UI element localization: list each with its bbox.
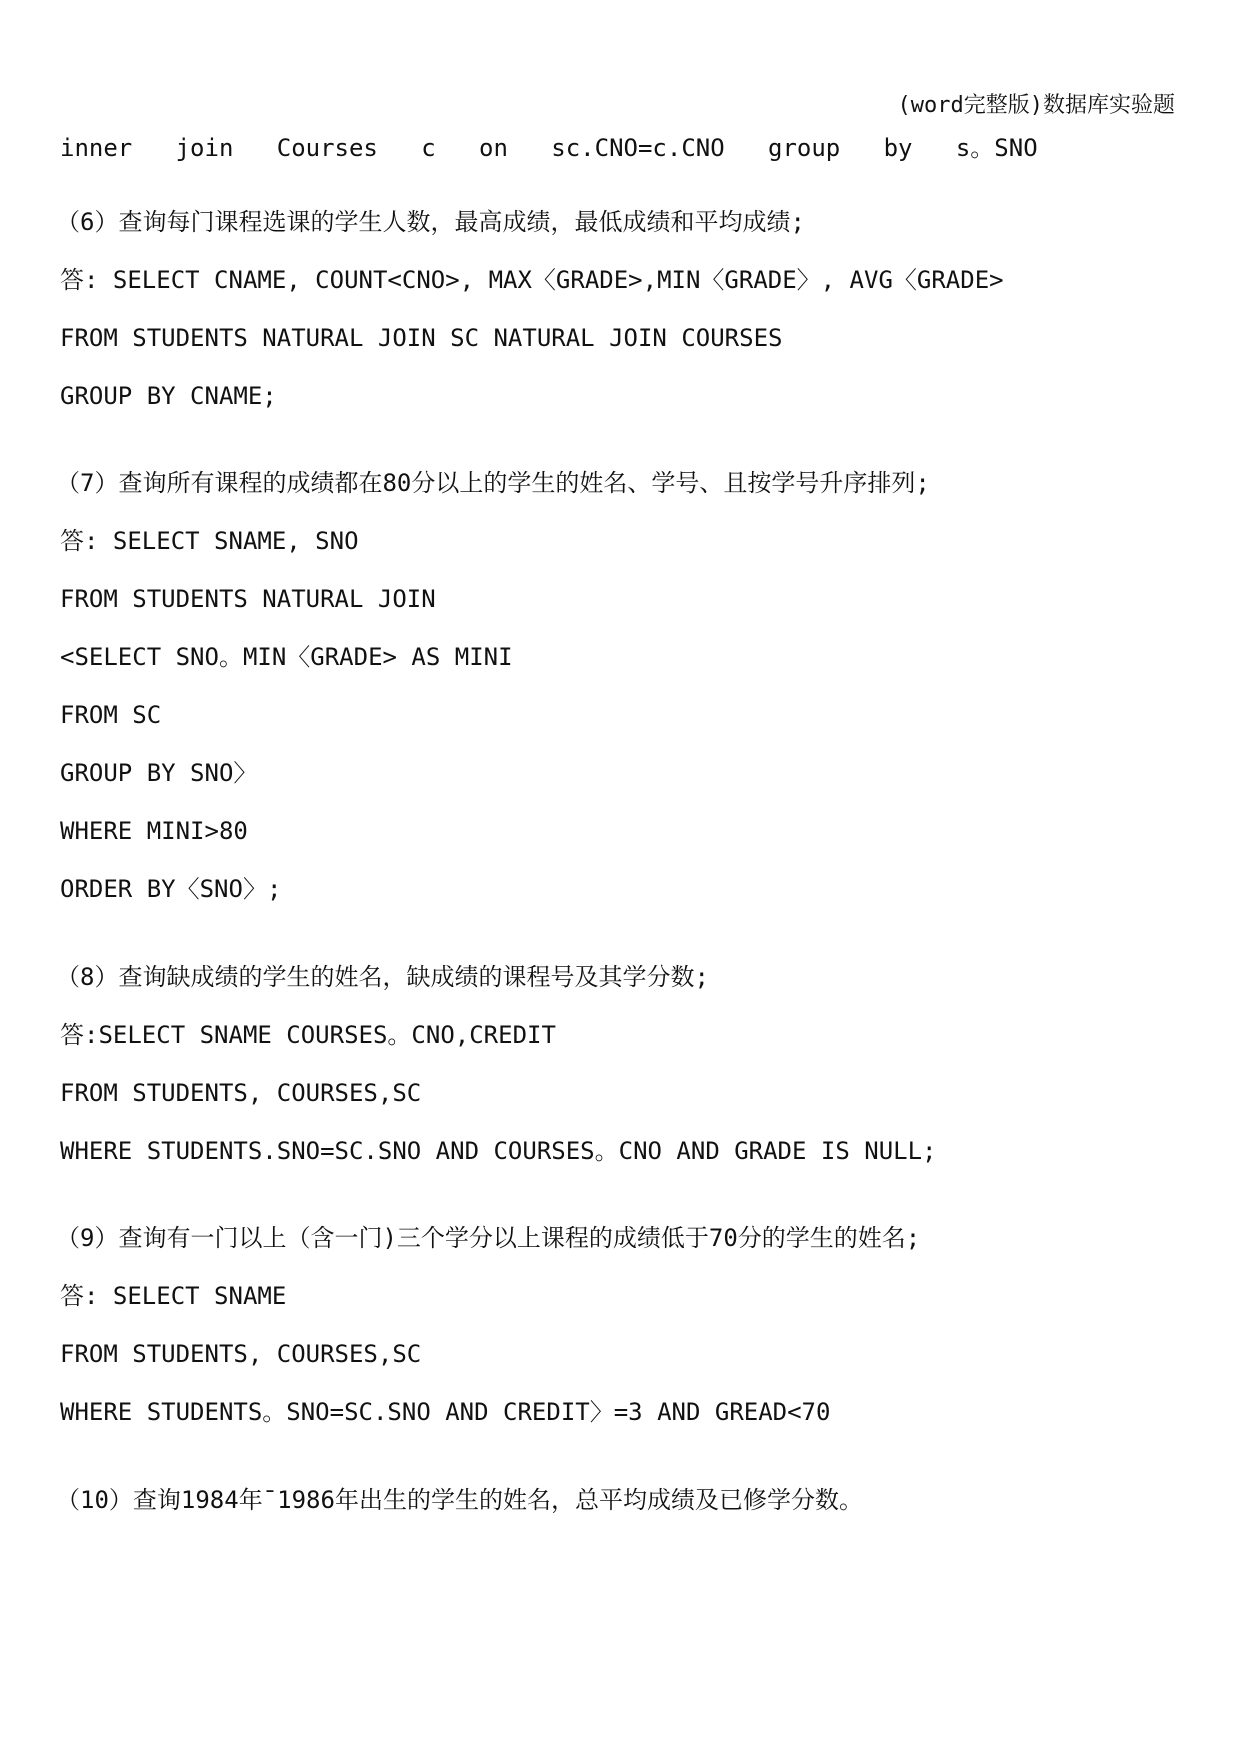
text-line: FROM STUDENTS, COURSES,SC xyxy=(60,1079,422,1107)
text-line: FROM STUDENTS NATURAL JOIN xyxy=(60,585,436,613)
text-line: ORDER BY〈SNO〉; xyxy=(60,875,282,903)
answer-line: 答:SELECT SNAME COURSES。CNO,CREDIT xyxy=(60,1021,556,1049)
text-line: WHERE STUDENTS.SNO=SC.SNO AND COURSES。CNO AND GRADE IS NULL; xyxy=(60,1137,937,1165)
question-heading: （7）查询所有课程的成绩都在80分以上的学生的姓名、学号、且按学号升序排列; xyxy=(56,469,930,497)
text-line: GROUP BY SNO〉 xyxy=(60,759,258,787)
text-line: GROUP BY CNAME; xyxy=(60,382,277,410)
text-line: WHERE STUDENTS。SNO=SC.SNO AND CREDIT〉=3 AND GREAD<70 xyxy=(60,1398,831,1426)
answer-line: 答: SELECT SNAME, SNO xyxy=(60,527,359,555)
text-line: FROM STUDENTS NATURAL JOIN SC NATURAL JOIN COURSES xyxy=(60,324,783,352)
question-heading: （8）查询缺成绩的学生的姓名，缺成绩的课程号及其学分数; xyxy=(56,963,709,991)
text-line: FROM STUDENTS, COURSES,SC xyxy=(60,1340,422,1368)
page-header: (word完整版)数据库实验题 xyxy=(897,93,1175,118)
text-line: FROM SC xyxy=(60,701,162,729)
question-heading: （9）查询有一门以上（含一门)三个学分以上课程的成绩低于70分的学生的姓名; xyxy=(56,1224,921,1252)
question-heading: （10）查询1984年¯1986年出生的学生的姓名，总平均成绩及已修学分数。 xyxy=(56,1486,863,1514)
text-line: inner join Courses c on sc.CNO=c.CNO group by s。SNO xyxy=(60,134,1038,162)
text-line: <SELECT SNO。MIN〈GRADE> AS MINI xyxy=(60,643,513,671)
answer-line: 答: SELECT SNAME xyxy=(60,1282,287,1310)
answer-line: 答: SELECT CNAME, COUNT<CNO>, MAX〈GRADE>,MIN〈GRADE〉, AVG〈GRADE> xyxy=(60,266,1004,294)
question-heading: （6）查询每门课程选课的学生人数，最高成绩，最低成绩和平均成绩; xyxy=(56,208,805,236)
text-line: WHERE MINI>80 xyxy=(60,817,248,845)
